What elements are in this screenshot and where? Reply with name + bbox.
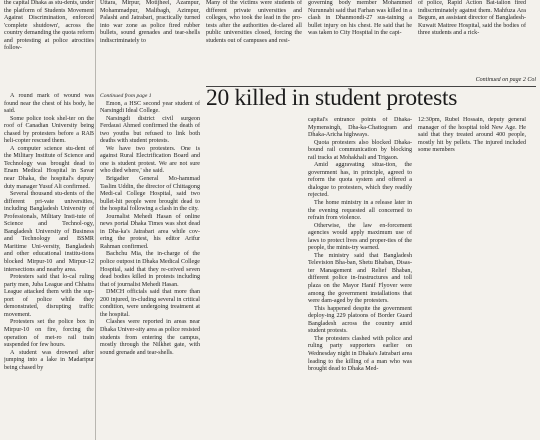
top-story-column-3 xyxy=(206,0,302,84)
paragraph: Protesters set the police box in Mirpur-10 on fire, forcing the operation of met-ro rail train suspended for few hours. xyxy=(4,319,94,349)
paragraph: Uttara, Mirpur, Motijheel, Azampur, Mohammadpur, Malibagh, Azimpur, Palashi and Jatrabari, practically turned into war zone as police fired rubber bullets, sound grenades and tear-shells indiscriminately to xyxy=(100,0,200,44)
continued-on-label: Continued on page 2 Col xyxy=(475,77,536,83)
paragraph: A computer science stu-dent of the Military Institute of Science and Technology was brought dead to Enam Medical Hospital in Savar near Dhaka, the hospital's deputy duty manager Yusuf Ali confirmed. xyxy=(4,145,94,190)
paragraph: Several thousand stu-dents of the different pri-vate universities, including Bangladesh University of Professionals, Military Insti-tute of Science and Technol-ogy, Bangladesh University of Business and Technology and BSMR Maritime Uni-versity, Bangladesh and other educational institu-tions blocked Mirpur-10 and Mirpur-12 intersections and nearby area. xyxy=(4,191,94,273)
paragraph: Brigadier General Mo-hammad Taslim Uddin, the director of Chittagong Medi-cal College Hospital, said two bullet-hit people were brought dead to the hospital following a clash in the city. xyxy=(100,176,200,213)
paragraph: Otherwise, the law en-forcement agencies would apply maximum use of laws to protect lives and proper-ties of the people, the minis-try warned. xyxy=(308,222,412,252)
paragraph: 12:30pm, Rubel Hossain, deputy general manager of the hospital told New Age. He said that they treated around 400 people, mostly hit by pellets. The injured included some members xyxy=(418,117,526,154)
paragraph: The home ministry in a release later in the evening requested all concerned to refrain from violence. xyxy=(308,200,412,222)
paragraph: capital's entrance points of Dhaka-Mymensingh, Dha-ka-Chattogram and Dhaka-Aricha highways. xyxy=(308,117,412,139)
paragraph: Many of the victims were students of different private universities and colleges, who took the lead in the pro-tests after the authorities de-clared all public universities closed, forcing the students out of campuses and resi- xyxy=(206,0,302,44)
paragraph: This happened despite the government deploy-ing 229 platoons of Border Guard Bangladesh across the country amid student protests. xyxy=(308,305,412,335)
article-column-2 xyxy=(100,93,200,440)
paragraph: A student was drowned after jumping into a lake in Madaripur being chased by xyxy=(4,349,94,371)
paragraph: Protesters said that lo-cal ruling party men, Juba League and Chhatra League attacked them with the sup-port of police while they demonstrated, disrupting traffic movement. xyxy=(4,274,94,318)
paragraph: Some police took shel-ter on the roof of Canadian University being chased by protesters before a RAB heli-copter rescued them. xyxy=(4,115,94,145)
paragraph: Bachchu Mia, the in-charge of the police outpost in Dhaka Medical College Hospital, said that they re-ceived seven dead bodies killed in protests including that of journalist Mehedi Hasan. xyxy=(100,251,200,288)
paragraph: A round mark of wound was found near the chest of his body, he said. xyxy=(4,93,94,115)
paragraph: Emon, a HSC second year student of Narsingdi Ideal College. xyxy=(100,100,200,115)
article-column-5 xyxy=(418,117,526,440)
article-column-3 xyxy=(206,117,302,440)
paragraph: governing body member Mohammed Nurunnabi said that Farhan was killed in a clash in Dhanmondi-27 sus-taining a bullet injury on his chest. He said that he was taken to City Hospital in the capi- xyxy=(308,0,412,37)
paragraph: Journalist Mehedi Hasan of online news portal Dhaka Times was shot dead in Dha-ka's Jatrabari area while cov-ering the protest, his editor Arifur Rahman confirmed. xyxy=(100,213,200,250)
paragraph: The ministry said that Bangladesh Television Bha-ban, Shetu Bhaban, Disas-ter Management and Relief Bhaban, different police in-frastructures and toll plaza on the Mayor Hanif Flyover were among the government installations that were dam-aged by the protesters. xyxy=(308,252,412,305)
paragraph: of police, Rapid Action Bat-talion fired indiscriminately against them. Mahfuza Ara Begum, an assistant director of Bangladesh-Kuwait Maitree Hospital, said the bodies of three students and a rick- xyxy=(418,0,526,37)
paragraph: Narsingdi district civil surgeon Ferdausi Ahmed confirmed the death of two youths but refused to link both deaths with student protests. xyxy=(100,115,200,145)
top-story-column-5 xyxy=(418,0,526,84)
column-divider xyxy=(95,0,96,440)
top-story-column-2 xyxy=(100,0,200,84)
paragraph: Quota protesters also blocked Dhaka-bound rail communication by blocking rail tracks at Mohakhali and Trigaon. xyxy=(308,139,412,161)
headline: 20 killed in student protests xyxy=(206,85,458,111)
paragraph: We have two protesters. One is against Rural Electrification Board and one is student protest. We are not sure who died where,' she said. xyxy=(100,145,200,175)
article-column-1 xyxy=(4,93,94,440)
article-column-4 xyxy=(308,117,412,440)
paragraph: Amid aggravating situa-tion, the government has, in principle, agreed to reform the quota system and offered a dialogue to protesters, which they readily rejected. xyxy=(308,162,412,199)
paragraph: Clashes were reported in areas near Dhaka Univer-sity area as police resisted students from entering the campus, mostly through the Nilkhet gate, with sound grenade and tear-shells. xyxy=(100,319,200,356)
paragraph: DMCH officials said that more than 200 injured, in-cluding several in critical condition, were undergoing treatment at the hospital. xyxy=(100,289,200,318)
paragraph: the capital Dhaka as stu-dents, under the platform of Students Movement Against Discrimination, enforced 'complete shutdown', across the country demanding the quota reform and protesting at police atrocities follow- xyxy=(4,0,94,52)
top-story-column-1 xyxy=(4,0,94,84)
paragraph: The protesters clashed with police and ruling party supporters earlier on Wednesday night in Dhaka's Jatrabari area leading to the killing of a man who was brought dead to Dhaka Med- xyxy=(308,335,412,373)
top-story-column-4 xyxy=(308,0,412,84)
continued-from-label: Continued from page 1 xyxy=(100,93,152,99)
